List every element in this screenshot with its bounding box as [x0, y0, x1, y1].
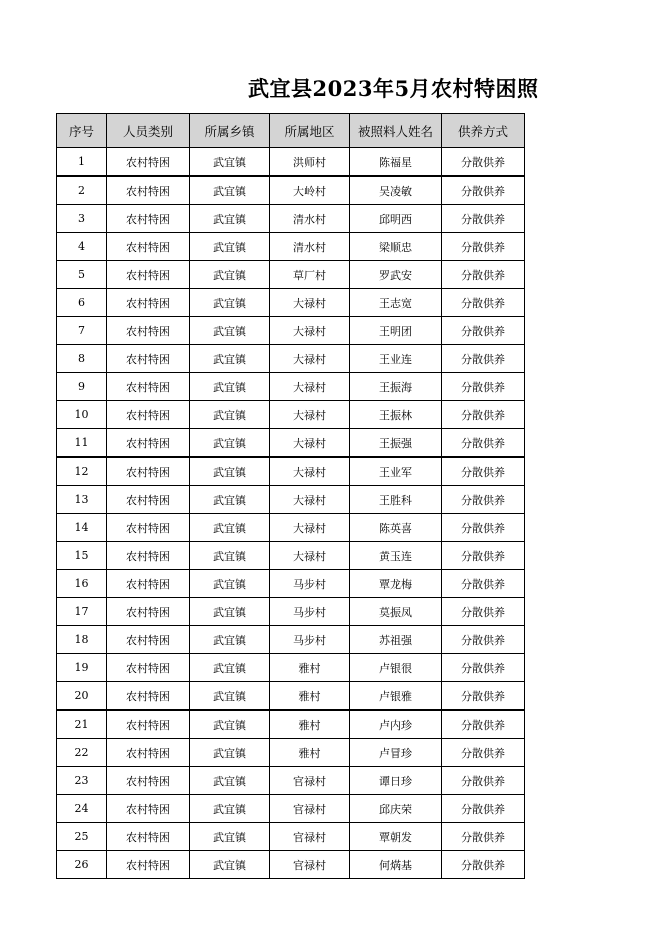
- cell-serial-number: 6: [57, 289, 107, 317]
- cell-person-category: 农村特困: [107, 176, 190, 205]
- table-row: [57, 626, 525, 654]
- cell-township: 武宜镇: [190, 710, 270, 739]
- cell-person-category: 农村特困: [107, 654, 190, 682]
- cell-area: 雅村: [270, 654, 350, 682]
- cell-area: 大禄村: [270, 486, 350, 514]
- cell-area: 马步村: [270, 598, 350, 626]
- table-row: [57, 598, 525, 626]
- cell-person-category: 农村特困: [107, 542, 190, 570]
- cell-support-method: 分散供养: [442, 626, 525, 654]
- cell-serial-number: 4: [57, 233, 107, 261]
- table-row: [57, 317, 525, 345]
- cell-area: 大禄村: [270, 429, 350, 458]
- table-row: [57, 373, 525, 401]
- table-row: [57, 654, 525, 682]
- cell-person-category: 农村特困: [107, 486, 190, 514]
- header-person-category: 人员类别: [107, 114, 190, 148]
- cell-cared-person-name: 覃龙梅: [350, 570, 442, 598]
- cell-support-method: 分散供养: [442, 682, 525, 711]
- cell-area: 大禄村: [270, 401, 350, 429]
- cell-area: 马步村: [270, 626, 350, 654]
- cell-area: 官禄村: [270, 851, 350, 879]
- table-row: [57, 457, 525, 486]
- table-header-row: [57, 114, 525, 148]
- cell-township: 武宜镇: [190, 795, 270, 823]
- cell-serial-number: 15: [57, 542, 107, 570]
- cell-support-method: 分散供养: [442, 457, 525, 486]
- cell-area: 雅村: [270, 710, 350, 739]
- cell-person-category: 农村特困: [107, 429, 190, 458]
- table-row: [57, 345, 525, 373]
- cell-serial-number: 3: [57, 205, 107, 233]
- cell-area: 洪师村: [270, 148, 350, 177]
- cell-township: 武宜镇: [190, 429, 270, 458]
- table-row: [57, 739, 525, 767]
- cell-township: 武宜镇: [190, 542, 270, 570]
- cell-township: 武宜镇: [190, 176, 270, 205]
- cell-support-method: 分散供养: [442, 373, 525, 401]
- cell-support-method: 分散供养: [442, 345, 525, 373]
- cell-area: 雅村: [270, 682, 350, 711]
- cell-support-method: 分散供养: [442, 289, 525, 317]
- cell-township: 武宜镇: [190, 654, 270, 682]
- cell-area: 雅村: [270, 739, 350, 767]
- table-row: [57, 176, 525, 205]
- cell-township: 武宜镇: [190, 317, 270, 345]
- cell-person-category: 农村特困: [107, 570, 190, 598]
- cell-area: 官禄村: [270, 795, 350, 823]
- table-row: [57, 542, 525, 570]
- cell-cared-person-name: 梁顺忠: [350, 233, 442, 261]
- cell-serial-number: 18: [57, 626, 107, 654]
- cell-serial-number: 24: [57, 795, 107, 823]
- table-row: [57, 429, 525, 458]
- cell-support-method: 分散供养: [442, 767, 525, 795]
- cell-cared-person-name: 王业军: [350, 457, 442, 486]
- cell-cared-person-name: 卢银很: [350, 654, 442, 682]
- cell-cared-person-name: 王振海: [350, 373, 442, 401]
- cell-township: 武宜镇: [190, 851, 270, 879]
- cell-support-method: 分散供养: [442, 148, 525, 177]
- cell-township: 武宜镇: [190, 823, 270, 851]
- table-row: [57, 205, 525, 233]
- cell-person-category: 农村特困: [107, 205, 190, 233]
- cell-cared-person-name: 莫振凤: [350, 598, 442, 626]
- cell-cared-person-name: 覃朝发: [350, 823, 442, 851]
- cell-cared-person-name: 王明团: [350, 317, 442, 345]
- cell-person-category: 农村特困: [107, 345, 190, 373]
- cell-serial-number: 9: [57, 373, 107, 401]
- cell-person-category: 农村特困: [107, 795, 190, 823]
- cell-serial-number: 21: [57, 710, 107, 739]
- cell-serial-number: 17: [57, 598, 107, 626]
- table-row: [57, 261, 525, 289]
- cell-support-method: 分散供养: [442, 261, 525, 289]
- cell-area: 大禄村: [270, 457, 350, 486]
- cell-area: 大岭村: [270, 176, 350, 205]
- cell-township: 武宜镇: [190, 373, 270, 401]
- cell-serial-number: 19: [57, 654, 107, 682]
- cell-cared-person-name: 吴凌敏: [350, 176, 442, 205]
- cell-cared-person-name: 罗武安: [350, 261, 442, 289]
- table-body: [57, 148, 525, 879]
- cell-township: 武宜镇: [190, 514, 270, 542]
- cell-support-method: 分散供养: [442, 542, 525, 570]
- cell-person-category: 农村特困: [107, 373, 190, 401]
- cell-serial-number: 25: [57, 823, 107, 851]
- cell-person-category: 农村特困: [107, 148, 190, 177]
- cell-area: 大禄村: [270, 514, 350, 542]
- cell-support-method: 分散供养: [442, 233, 525, 261]
- cell-person-category: 农村特困: [107, 682, 190, 711]
- roster-table: [56, 113, 525, 879]
- cell-serial-number: 22: [57, 739, 107, 767]
- table-row: [57, 514, 525, 542]
- cell-serial-number: 16: [57, 570, 107, 598]
- cell-township: 武宜镇: [190, 233, 270, 261]
- header-area: 所属地区: [270, 114, 350, 148]
- cell-township: 武宜镇: [190, 570, 270, 598]
- cell-support-method: 分散供养: [442, 823, 525, 851]
- cell-person-category: 农村特困: [107, 767, 190, 795]
- cell-person-category: 农村特困: [107, 598, 190, 626]
- cell-cared-person-name: 陈福星: [350, 148, 442, 177]
- cell-township: 武宜镇: [190, 486, 270, 514]
- cell-serial-number: 11: [57, 429, 107, 458]
- cell-cared-person-name: 何焫基: [350, 851, 442, 879]
- cell-person-category: 农村特困: [107, 823, 190, 851]
- cell-serial-number: 14: [57, 514, 107, 542]
- cell-serial-number: 7: [57, 317, 107, 345]
- cell-cared-person-name: 卢银雅: [350, 682, 442, 711]
- cell-support-method: 分散供养: [442, 205, 525, 233]
- cell-area: 大禄村: [270, 317, 350, 345]
- header-township: 所属乡镇: [190, 114, 270, 148]
- cell-serial-number: 1: [57, 148, 107, 177]
- cell-serial-number: 23: [57, 767, 107, 795]
- table-row: [57, 233, 525, 261]
- cell-cared-person-name: 王志宽: [350, 289, 442, 317]
- table-row: [57, 289, 525, 317]
- cell-cared-person-name: 王业连: [350, 345, 442, 373]
- cell-person-category: 农村特困: [107, 739, 190, 767]
- cell-support-method: 分散供养: [442, 739, 525, 767]
- cell-area: 马步村: [270, 570, 350, 598]
- cell-support-method: 分散供养: [442, 486, 525, 514]
- cell-township: 武宜镇: [190, 148, 270, 177]
- cell-area: 大禄村: [270, 345, 350, 373]
- cell-township: 武宜镇: [190, 626, 270, 654]
- header-cared-person-name: 被照料人姓名: [350, 114, 442, 148]
- cell-person-category: 农村特困: [107, 261, 190, 289]
- cell-serial-number: 10: [57, 401, 107, 429]
- cell-person-category: 农村特困: [107, 626, 190, 654]
- cell-township: 武宜镇: [190, 261, 270, 289]
- cell-support-method: 分散供养: [442, 710, 525, 739]
- cell-person-category: 农村特困: [107, 401, 190, 429]
- cell-serial-number: 5: [57, 261, 107, 289]
- table-row: [57, 682, 525, 711]
- cell-cared-person-name: 卢内珍: [350, 710, 442, 739]
- cell-township: 武宜镇: [190, 289, 270, 317]
- cell-cared-person-name: 黄玉连: [350, 542, 442, 570]
- cell-serial-number: 2: [57, 176, 107, 205]
- cell-support-method: 分散供养: [442, 598, 525, 626]
- cell-cared-person-name: 卢冒珍: [350, 739, 442, 767]
- cell-area: 草厂村: [270, 261, 350, 289]
- cell-support-method: 分散供养: [442, 429, 525, 458]
- table-row: [57, 767, 525, 795]
- cell-serial-number: 26: [57, 851, 107, 879]
- cell-area: 大禄村: [270, 542, 350, 570]
- cell-cared-person-name: 邱明西: [350, 205, 442, 233]
- table-row: [57, 486, 525, 514]
- cell-area: 大禄村: [270, 373, 350, 401]
- cell-area: 官禄村: [270, 823, 350, 851]
- cell-person-category: 农村特困: [107, 457, 190, 486]
- cell-cared-person-name: 王振强: [350, 429, 442, 458]
- cell-cared-person-name: 邱庆荣: [350, 795, 442, 823]
- table-row: [57, 823, 525, 851]
- cell-area: 清水村: [270, 205, 350, 233]
- cell-person-category: 农村特困: [107, 233, 190, 261]
- cell-support-method: 分散供养: [442, 514, 525, 542]
- cell-serial-number: 13: [57, 486, 107, 514]
- cell-cared-person-name: 苏祖强: [350, 626, 442, 654]
- cell-cared-person-name: 王振林: [350, 401, 442, 429]
- cell-township: 武宜镇: [190, 401, 270, 429]
- cell-area: 清水村: [270, 233, 350, 261]
- table-row: [57, 570, 525, 598]
- cell-support-method: 分散供养: [442, 176, 525, 205]
- cell-person-category: 农村特困: [107, 710, 190, 739]
- cell-serial-number: 20: [57, 682, 107, 711]
- document-title: 武宜县2023年5月农村特困照: [248, 76, 539, 101]
- cell-township: 武宜镇: [190, 767, 270, 795]
- cell-support-method: 分散供养: [442, 851, 525, 879]
- cell-support-method: 分散供养: [442, 795, 525, 823]
- table-row: [57, 148, 525, 177]
- cell-person-category: 农村特困: [107, 851, 190, 879]
- cell-support-method: 分散供养: [442, 570, 525, 598]
- cell-cared-person-name: 王胜科: [350, 486, 442, 514]
- cell-support-method: 分散供养: [442, 317, 525, 345]
- cell-person-category: 农村特困: [107, 514, 190, 542]
- table-row: [57, 795, 525, 823]
- cell-area: 官禄村: [270, 767, 350, 795]
- cell-township: 武宜镇: [190, 739, 270, 767]
- cell-serial-number: 8: [57, 345, 107, 373]
- cell-cared-person-name: 陈英喜: [350, 514, 442, 542]
- cell-township: 武宜镇: [190, 205, 270, 233]
- cell-serial-number: 12: [57, 457, 107, 486]
- cell-township: 武宜镇: [190, 682, 270, 711]
- table-row: [57, 710, 525, 739]
- cell-area: 大禄村: [270, 289, 350, 317]
- header-support-method: 供养方式: [442, 114, 525, 148]
- table-row: [57, 851, 525, 879]
- table-row: [57, 401, 525, 429]
- cell-person-category: 农村特困: [107, 317, 190, 345]
- header-serial-number: 序号: [57, 114, 107, 148]
- cell-township: 武宜镇: [190, 457, 270, 486]
- cell-township: 武宜镇: [190, 345, 270, 373]
- cell-support-method: 分散供养: [442, 401, 525, 429]
- cell-person-category: 农村特困: [107, 289, 190, 317]
- cell-township: 武宜镇: [190, 598, 270, 626]
- cell-cared-person-name: 谭日珍: [350, 767, 442, 795]
- cell-support-method: 分散供养: [442, 654, 525, 682]
